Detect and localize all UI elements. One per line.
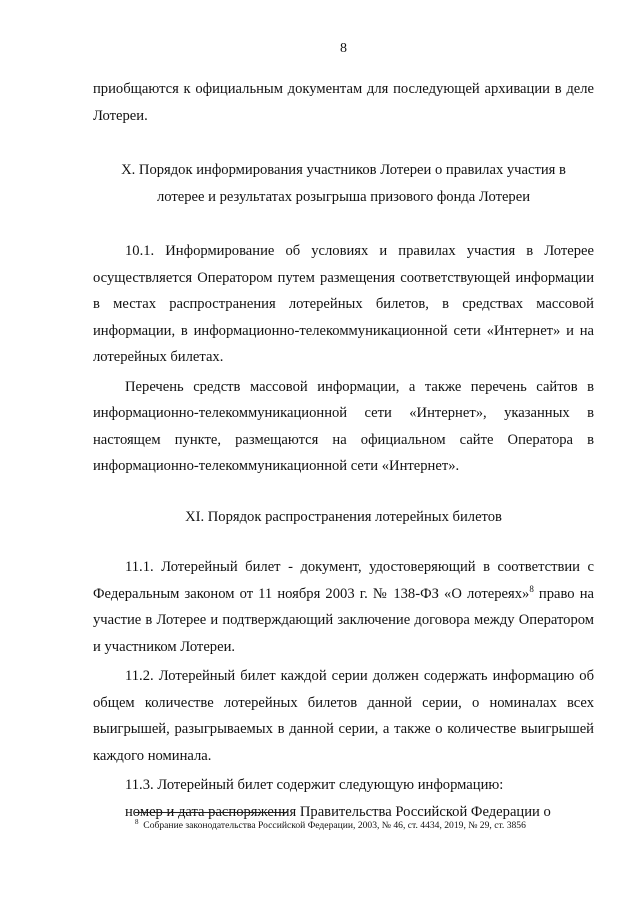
paragraph-11-1-text-a: 11.1. Лотерейный билет - документ, удостоверяющий в соответствии с Федеральным законом от 11 ноября 2003 г. № 138-ФЗ «О лотереях» [93, 559, 594, 602]
paragraph-11-2: 11.2. Лотерейный билет каждой серии должен содержать информацию об общем количестве лотерейных билетов данной серии, о номиналах всех выигрышей, разыгрываемых в данной серии, а также о количестве выигрышей каждого номинала. [93, 668, 594, 764]
footnote-text: Собрание законодательства Российской Федерации, 2003, № 46, ст. 4434, 2019, № 29, ст. 3856 [143, 820, 526, 831]
paragraph-continuation: приобщаются к официальным документам для последующей архивации в деле Лотереи. [93, 81, 594, 124]
section-10-heading-line1: X. Порядок информирования участников Лотереи о правилах участия в [121, 162, 566, 178]
paragraph-10-1-list: Перечень средств массовой информации, а также перечень сайтов в информационно-телекоммуникационной сети «Интернет», указанных в настоящем пункте, размещаются на официальном сайте Оператора в информационно-телекоммуникационной сети «Интернет». [93, 378, 594, 474]
section-10-heading-line2: лотерее и результатах розыгрыша призового фонда Лотереи [156, 188, 531, 205]
page-number: 8 [340, 41, 347, 56]
paragraph-11-3: 11.3. Лотерейный билет содержит следующую информацию: [125, 777, 504, 793]
paragraph-11-3-item: номер и дата распоряжения Правительства Российской Федерации о [125, 803, 551, 820]
footnote-mark: 8 [135, 817, 139, 826]
paragraph-10-1: 10.1. Информирование об условиях и правилах участия в Лотерее осуществляется Оператором путем размещения соответствующей информации в местах распространения лотерейных билетов, в средствах массовой информации, в информационно-телекоммуникационной сети «Интернет» и на лотерейных билетах. [93, 243, 594, 365]
footnote-divider [135, 812, 287, 813]
paragraph-11-1-text-b: право на участие в Лотерее и подтверждающий заключение договора между Оператором и участником Лотереи. [93, 585, 594, 655]
footnote-ref-mark: 8 [529, 583, 534, 594]
footnote [135, 817, 526, 832]
section-11-heading: XI. Порядок распространения лотерейных билетов [185, 508, 502, 525]
paragraph-11-1 [93, 554, 594, 660]
